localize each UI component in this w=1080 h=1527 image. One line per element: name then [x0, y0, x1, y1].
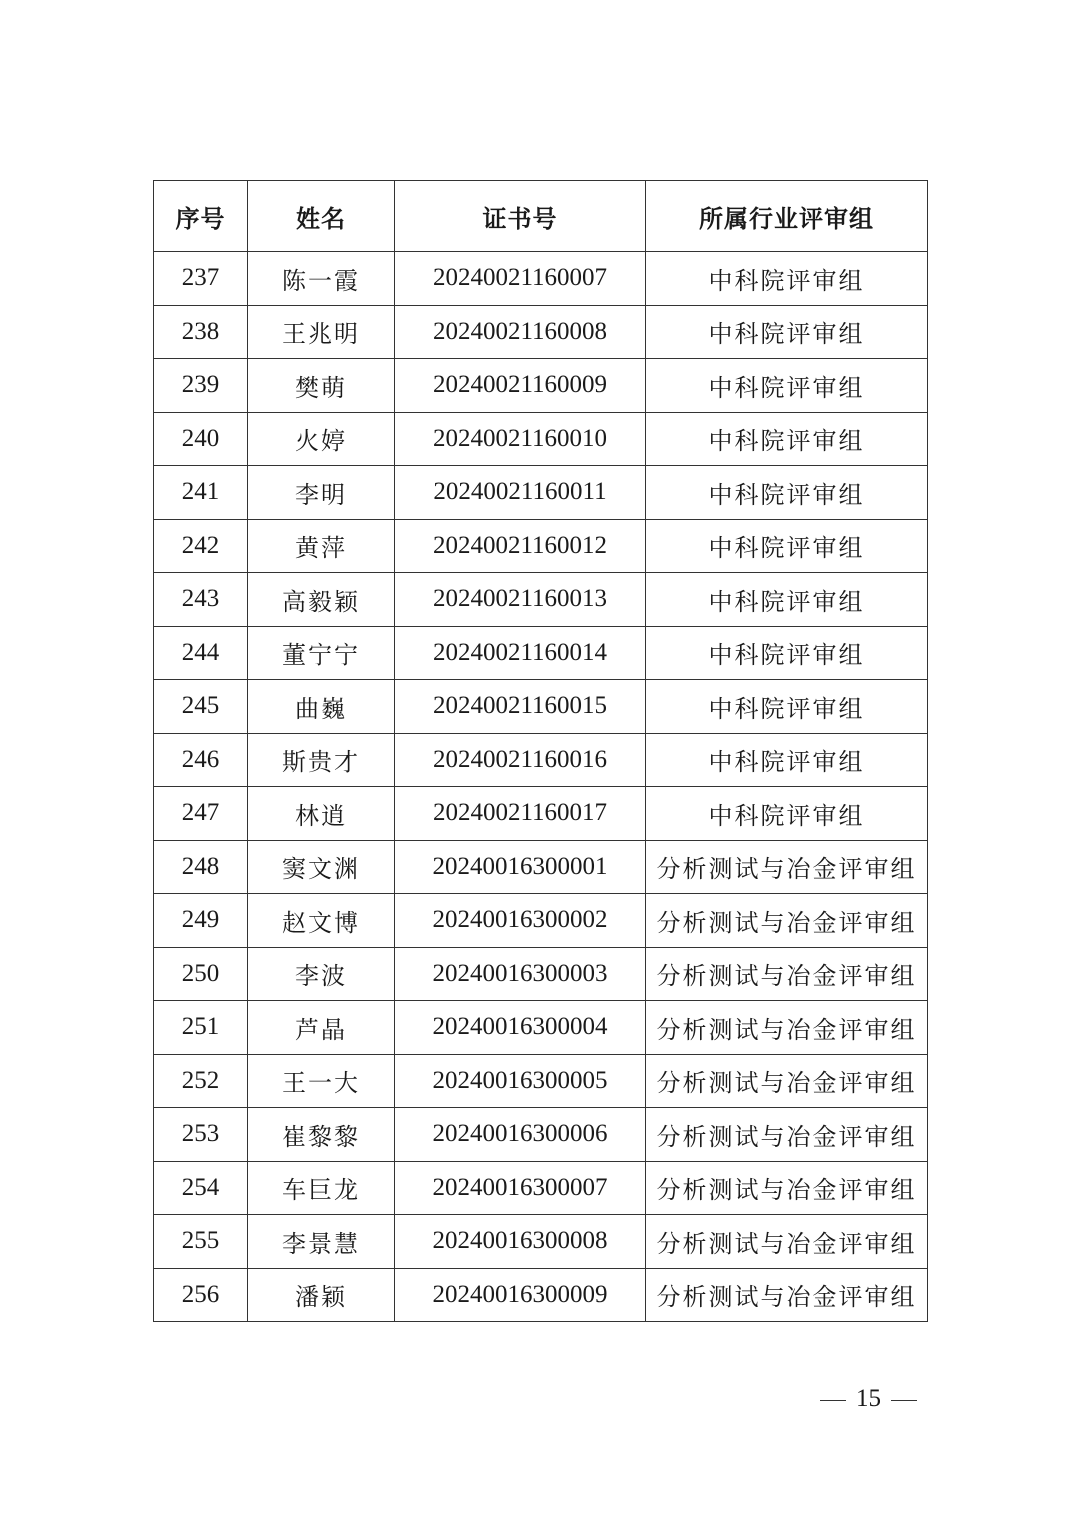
name-cell: 王一大	[248, 1054, 395, 1108]
certificate-number-cell: 20240021160011	[395, 466, 646, 520]
name-cell: 潘颖	[248, 1268, 395, 1322]
certificate-number-cell: 20240021160008	[395, 305, 646, 359]
certificate-number-cell: 20240016300007	[395, 1161, 646, 1215]
page-footer	[0, 1385, 1080, 1413]
serial-number-cell: 240	[154, 412, 248, 466]
name-cell: 赵文博	[248, 894, 395, 948]
table-row	[154, 1054, 928, 1108]
name-cell: 崔黎黎	[248, 1108, 395, 1162]
certificate-number-cell: 20240021160016	[395, 733, 646, 787]
table-row	[154, 1161, 928, 1215]
header-serial-number: 序号	[154, 181, 248, 252]
review-group-cell: 中科院评审组	[646, 359, 928, 413]
review-group-cell: 中科院评审组	[646, 305, 928, 359]
table-row	[154, 894, 928, 948]
review-group-cell: 分析测试与冶金评审组	[646, 1001, 928, 1055]
review-group-cell: 中科院评审组	[646, 466, 928, 520]
name-cell: 李景慧	[248, 1215, 395, 1269]
name-cell: 高毅颖	[248, 573, 395, 627]
review-group-cell: 中科院评审组	[646, 626, 928, 680]
serial-number-cell: 256	[154, 1268, 248, 1322]
certificate-number-cell: 20240021160010	[395, 412, 646, 466]
name-cell: 李明	[248, 466, 395, 520]
review-group-cell: 分析测试与冶金评审组	[646, 840, 928, 894]
dash-right	[891, 1400, 917, 1401]
certificate-table	[153, 180, 928, 1322]
name-cell: 车巨龙	[248, 1161, 395, 1215]
serial-number-cell: 252	[154, 1054, 248, 1108]
table-row	[154, 733, 928, 787]
table-row	[154, 573, 928, 627]
table-row	[154, 1108, 928, 1162]
name-cell: 曲巍	[248, 680, 395, 734]
name-cell: 林逍	[248, 787, 395, 841]
certificate-number-cell: 20240021160009	[395, 359, 646, 413]
review-group-cell: 分析测试与冶金评审组	[646, 1161, 928, 1215]
table-row	[154, 680, 928, 734]
certificate-number-cell: 20240021160007	[395, 252, 646, 306]
table-row	[154, 305, 928, 359]
certificate-number-cell: 20240016300008	[395, 1215, 646, 1269]
review-group-cell: 中科院评审组	[646, 519, 928, 573]
name-cell: 陈一霞	[248, 252, 395, 306]
certificate-number-cell: 20240021160012	[395, 519, 646, 573]
certificate-number-cell: 20240021160014	[395, 626, 646, 680]
header-review-group: 所属行业评审组	[646, 181, 928, 252]
page-number: 15	[856, 1385, 881, 1412]
serial-number-cell: 248	[154, 840, 248, 894]
name-cell: 火婷	[248, 412, 395, 466]
name-cell: 李波	[248, 947, 395, 1001]
certificate-number-cell: 20240021160013	[395, 573, 646, 627]
certificate-number-cell: 20240016300006	[395, 1108, 646, 1162]
name-cell: 董宁宁	[248, 626, 395, 680]
name-cell: 樊萌	[248, 359, 395, 413]
name-cell: 黄萍	[248, 519, 395, 573]
review-group-cell: 分析测试与冶金评审组	[646, 1054, 928, 1108]
review-group-cell: 中科院评审组	[646, 252, 928, 306]
review-group-cell: 中科院评审组	[646, 733, 928, 787]
table-row	[154, 787, 928, 841]
name-cell: 窦文渊	[248, 840, 395, 894]
table-row	[154, 626, 928, 680]
review-group-cell: 中科院评审组	[646, 412, 928, 466]
table-row	[154, 1268, 928, 1322]
review-group-cell: 分析测试与冶金评审组	[646, 1268, 928, 1322]
certificate-number-cell: 20240016300004	[395, 1001, 646, 1055]
table-row	[154, 947, 928, 1001]
review-group-cell: 分析测试与冶金评审组	[646, 947, 928, 1001]
table-body	[154, 252, 928, 1322]
table-row	[154, 1001, 928, 1055]
review-group-cell: 分析测试与冶金评审组	[646, 1215, 928, 1269]
table-row	[154, 359, 928, 413]
name-cell: 王兆明	[248, 305, 395, 359]
review-group-cell: 中科院评审组	[646, 573, 928, 627]
certificate-number-cell: 20240021160015	[395, 680, 646, 734]
certificate-number-cell: 20240016300003	[395, 947, 646, 1001]
name-cell: 芦晶	[248, 1001, 395, 1055]
dash-left	[820, 1400, 846, 1401]
table-row	[154, 1215, 928, 1269]
serial-number-cell: 245	[154, 680, 248, 734]
header-name: 姓名	[248, 181, 395, 252]
certificate-number-cell: 20240016300001	[395, 840, 646, 894]
serial-number-cell: 243	[154, 573, 248, 627]
table-row	[154, 519, 928, 573]
review-group-cell: 中科院评审组	[646, 680, 928, 734]
serial-number-cell: 244	[154, 626, 248, 680]
certificate-number-cell: 20240016300005	[395, 1054, 646, 1108]
header-certificate-number: 证书号	[395, 181, 646, 252]
serial-number-cell: 238	[154, 305, 248, 359]
serial-number-cell: 254	[154, 1161, 248, 1215]
serial-number-cell: 242	[154, 519, 248, 573]
certificate-number-cell: 20240021160017	[395, 787, 646, 841]
serial-number-cell: 251	[154, 1001, 248, 1055]
serial-number-cell: 255	[154, 1215, 248, 1269]
serial-number-cell: 246	[154, 733, 248, 787]
serial-number-cell: 253	[154, 1108, 248, 1162]
serial-number-cell: 237	[154, 252, 248, 306]
name-cell: 斯贵才	[248, 733, 395, 787]
review-group-cell: 中科院评审组	[646, 787, 928, 841]
table-header-row	[154, 181, 928, 252]
review-group-cell: 分析测试与冶金评审组	[646, 1108, 928, 1162]
serial-number-cell: 247	[154, 787, 248, 841]
table-row	[154, 412, 928, 466]
table-row	[154, 466, 928, 520]
table-row	[154, 252, 928, 306]
serial-number-cell: 241	[154, 466, 248, 520]
certificate-number-cell: 20240016300009	[395, 1268, 646, 1322]
table-row	[154, 840, 928, 894]
serial-number-cell: 239	[154, 359, 248, 413]
certificate-number-cell: 20240016300002	[395, 894, 646, 948]
serial-number-cell: 249	[154, 894, 248, 948]
review-group-cell: 分析测试与冶金评审组	[646, 894, 928, 948]
serial-number-cell: 250	[154, 947, 248, 1001]
